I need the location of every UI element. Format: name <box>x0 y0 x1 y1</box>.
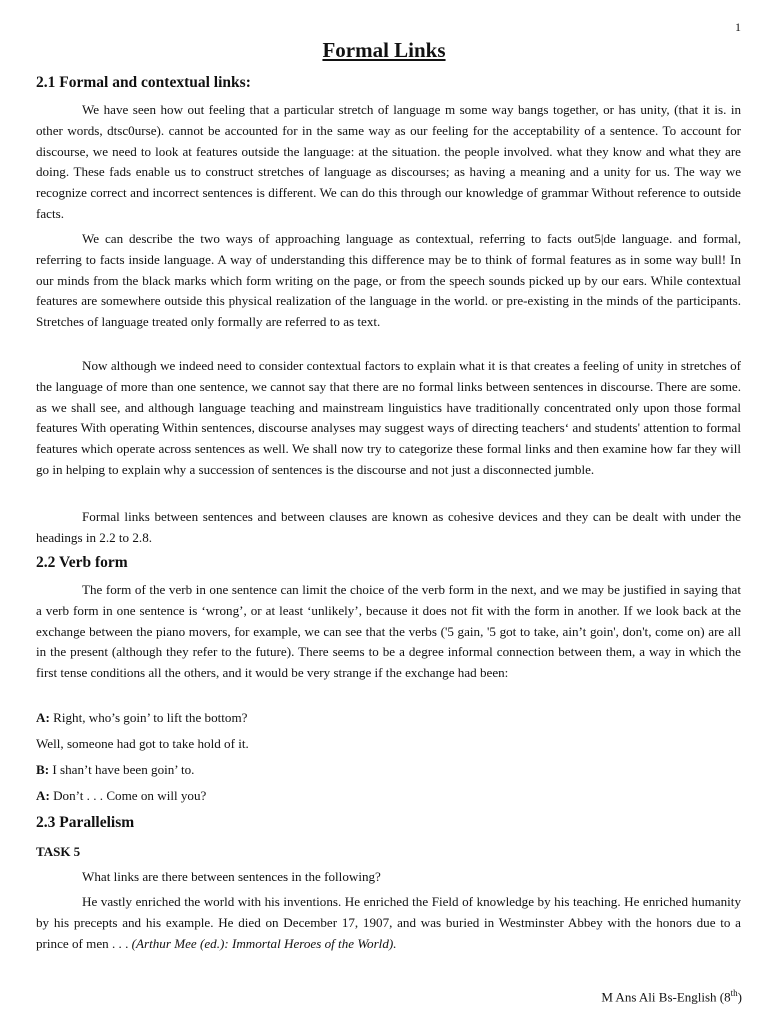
speaker-label: A: <box>36 710 50 725</box>
section-heading-formal-contextual-links: 2.1 Formal and contextual links: <box>36 74 251 91</box>
dialogue-text: Don’t . . . Come on will you? <box>49 788 207 803</box>
paragraph: Formal links between sentences and between clauses are known as cohesive devices and they can be dealt with under the headings in 2.2 to 2.8. <box>36 509 741 545</box>
footer-superscript: th <box>730 988 738 998</box>
document-title: Formal Links <box>322 38 446 62</box>
speaker-label: A: <box>36 788 50 803</box>
task-passage <box>36 892 741 954</box>
footer-author: M Ans Ali Bs-English (8 <box>601 989 731 1005</box>
section-heading-verb-form: 2.2 Verb form <box>36 554 128 571</box>
dialogue-line <box>36 710 247 726</box>
paragraph: Now although we indeed need to consider contextual factors to explain what it is that creates a feeling of unity in stretches of the language of more than one sentence, we cannot say that there are no formal links between sentences in discourse. There are some. as we shall see, and although language teaching and mainstream linguistics have traditionally concentrated only upon those formal features With operating Within sentences, discourse analyses may suggest ways of directing teachers‘ and students' attention to formal features which operate across sentences as well. We shall now try to categorize these formal links and then examine how far they will go in helping to explain why a succession of sentences is the discourse and not just a disconnected jumble. <box>36 358 741 477</box>
dialogue-text: Right, who’s goin’ to lift the bottom? <box>49 710 248 725</box>
paragraph: The form of the verb in one sentence can limit the choice of the verb form in the next, and we may be justified in saying that a verb form in one sentence is ‘wrong’, or at least ‘unlikely’, because it does not fit with the form in another. If we look back at the exchange between the piano movers, for example, we can see that the verbs ('5 gain, '5 got to take, ain’t goin', don't, come on) are all in the present (although they refer to the future). There seems to be a degree informal connection between them, a way in which the first tense conditions all the others, and it would be very strange if the exchange had been: <box>36 582 741 681</box>
dialogue-line <box>36 788 206 804</box>
speaker-label: B: <box>36 762 50 777</box>
section-heading-parallelism: 2.3 Parallelism <box>36 814 135 831</box>
footer-close: ) <box>737 989 742 1005</box>
paragraph: We can describe the two ways of approaching language as contextual, referring to facts out5|de language. and formal, referring to facts inside language. A way of understanding this difference may be to think of formal features as in some way bull! In our minds from the black marks which form writing on the page, or from the speech sounds picked up by our ears. While contextual features are somewhere outside this physical realization of the language in the world. or pre-existing in the minds of the participants. Stretches of language treated only formally are referred to as text. <box>36 231 741 330</box>
page-number: 1 <box>735 20 741 34</box>
passage-text: He vastly enriched the world with his inventions. He enriched the Field of knowledge by his teaching. He enriched humanity by his precepts and his example. He died on December 17, 1907, and was buried in Westminster Abbey with the honors due to a prince of men . . . <box>36 894 741 951</box>
dialogue-text: I shan’t have been goin’ to. <box>49 762 195 777</box>
task-question: What links are there between sentences in the following? <box>82 869 381 884</box>
page-footer <box>601 988 742 1005</box>
dialogue-line <box>36 736 249 752</box>
citation: (Arthur Mee (ed.): Immortal Heroes of the World). <box>131 935 397 951</box>
task-label: TASK 5 <box>36 844 81 859</box>
dialogue-line <box>36 762 194 778</box>
paragraph: We have seen how out feeling that a particular stretch of language m some way bangs together, or has unity, (that it is. in other words, dtsc0urse). cannot be accounted for in the same way as our feeling for the acceptability of a sentence. To account for discourse, we need to look at features outside the language: at the situation. the people involved. what they know and what they are doing. These fads enable us to construct stretches of language as discourses; as having a meaning and a unity for us. The way we recognize correct and incorrect sentences is different. We can do this through our knowledge of grammar Without reference to outside facts. <box>36 102 741 221</box>
dialogue-text: Well, someone had got to take hold of it. <box>36 736 249 751</box>
